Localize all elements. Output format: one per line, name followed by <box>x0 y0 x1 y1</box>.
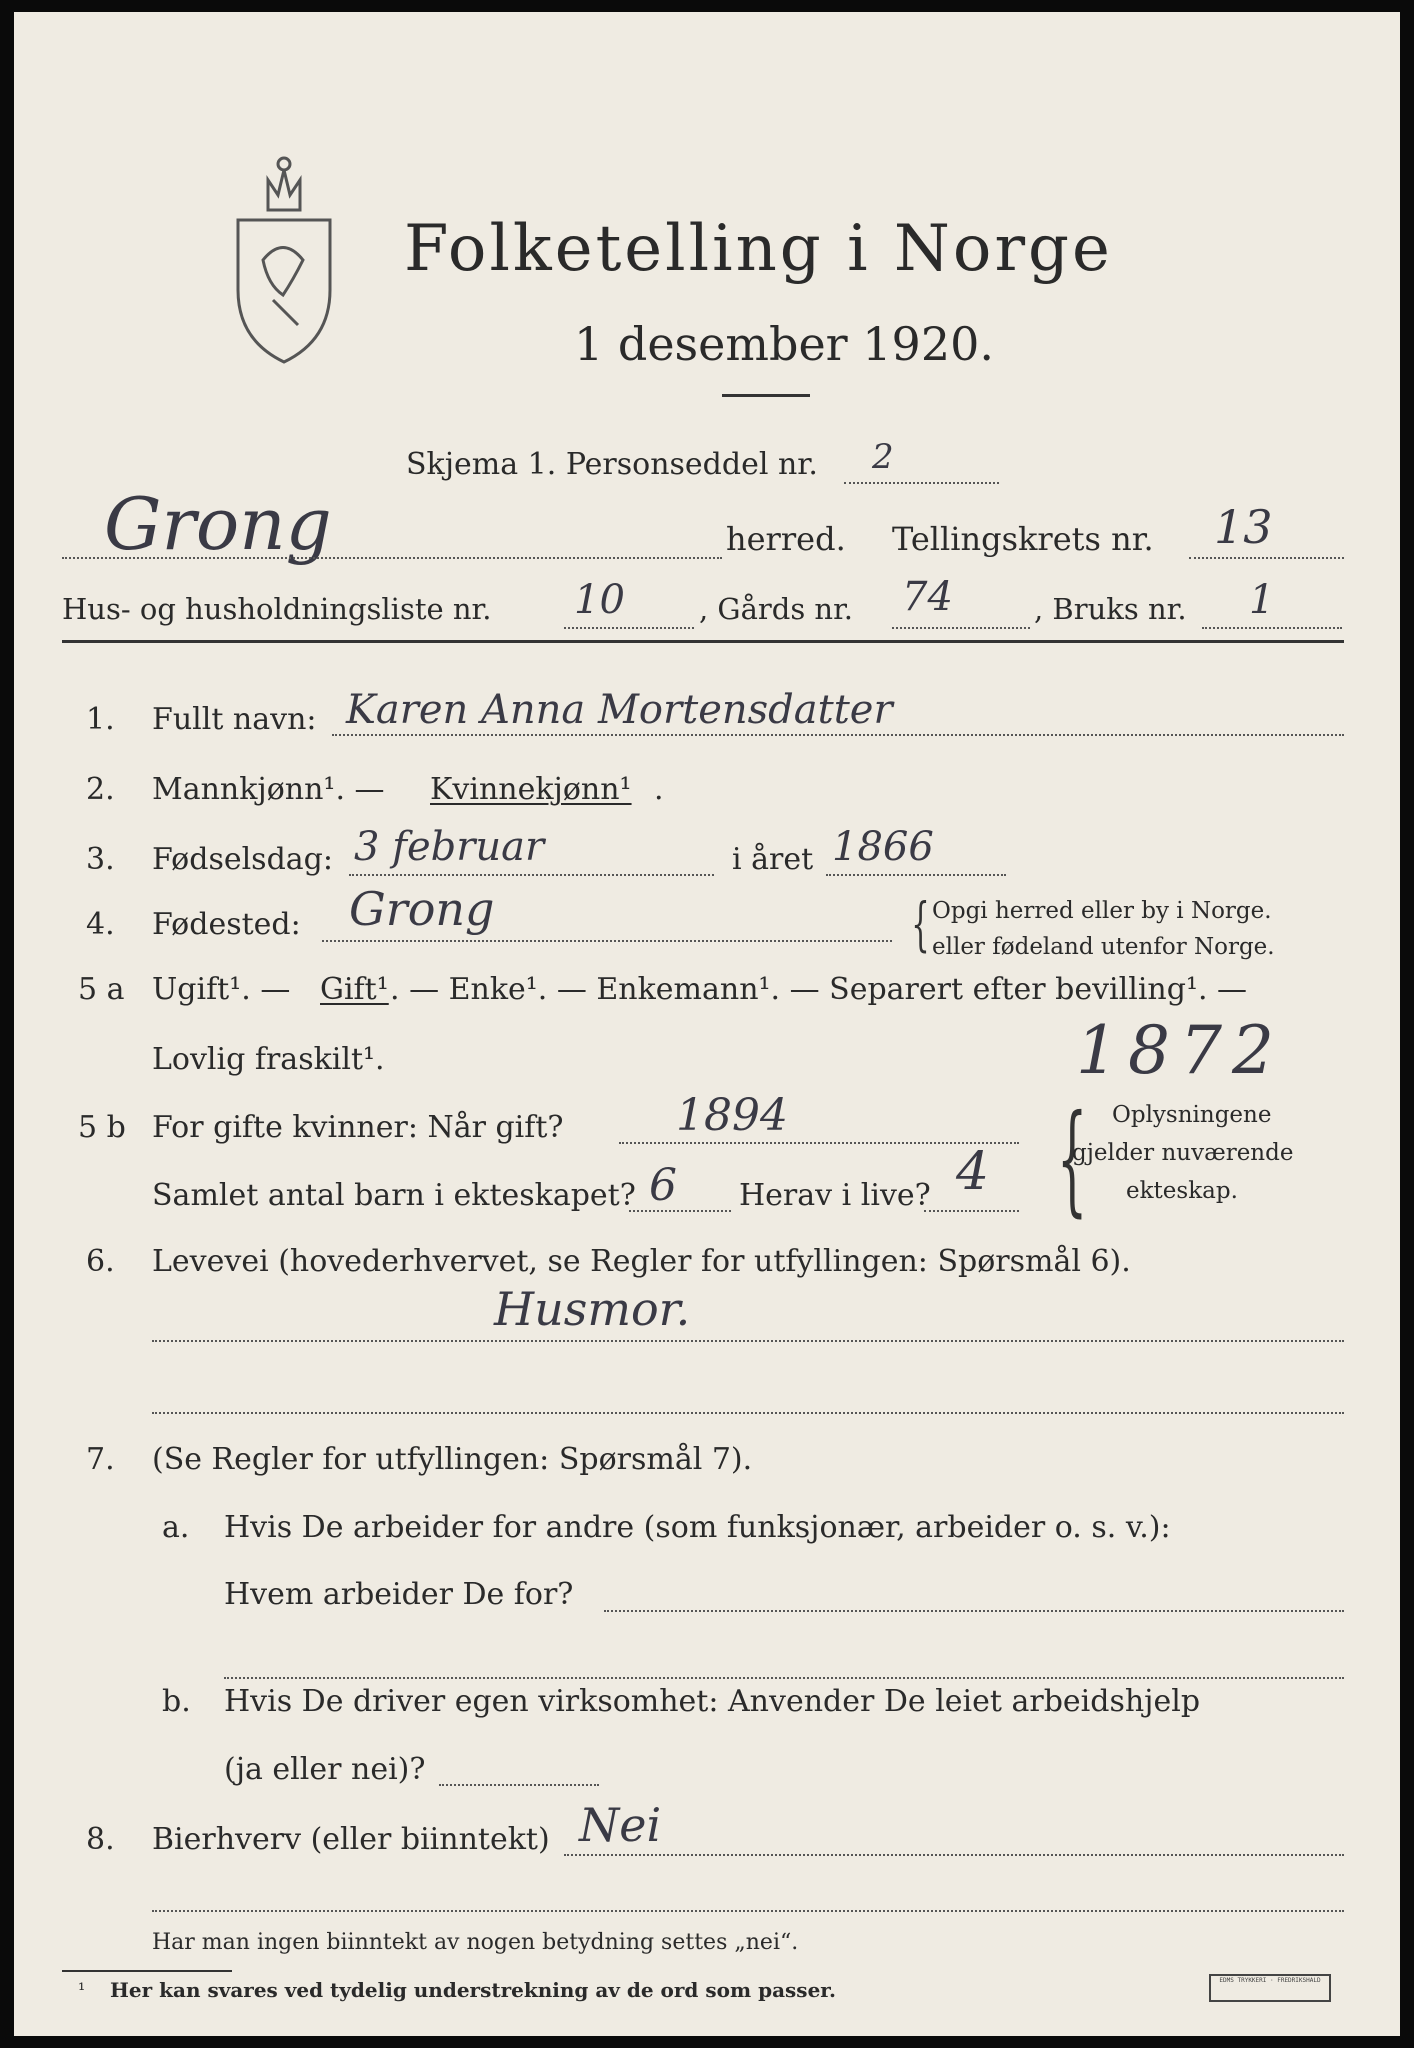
q1-number: 1. <box>86 702 115 737</box>
gards-line <box>892 627 1030 629</box>
household-list-label: Hus- og husholdningsliste nr. <box>62 592 492 626</box>
q8-line2 <box>152 1910 1344 1912</box>
q4-number: 4. <box>86 907 115 942</box>
header-divider <box>722 394 810 397</box>
q7b-line <box>439 1784 599 1786</box>
q7b-number: b. <box>162 1684 191 1719</box>
gards-label: , Gårds nr. <box>699 592 853 626</box>
bruks-label: , Bruks nr. <box>1034 592 1187 626</box>
birthplace-value[interactable]: Grong <box>349 882 495 936</box>
q7a-number: a. <box>162 1510 190 1545</box>
q2-male: Mannkjønn¹. — <box>152 772 385 807</box>
form-title: Folketelling i Norge <box>404 212 1113 286</box>
household-list-value[interactable]: 10 <box>574 577 625 623</box>
census-form-sheet <box>14 12 1400 2036</box>
herred-label: herred. <box>726 520 846 558</box>
q5a-rest: . — Enke¹. — Enkemann¹. — Separert efter bevilling¹. — <box>390 972 1248 1007</box>
q8-number: 8. <box>86 1822 115 1857</box>
q3-day-line <box>349 874 714 876</box>
q4-note-line2: eller fødeland utenfor Norge. <box>932 934 1275 960</box>
q5b-note-line1: Oplysningene <box>1112 1102 1272 1128</box>
q5b-alive-line <box>924 1210 1019 1212</box>
q5b-label: For gifte kvinner: Når gift? <box>152 1110 564 1145</box>
q6-label: Levevei (hovederhvervet, se Regler for utfyllingen: Spørsmål 6). <box>152 1244 1131 1279</box>
q7b-label: Hvis De driver egen virksomhet: Anvender De leiet arbeidshjelp <box>224 1684 1201 1719</box>
children-total-value[interactable]: 6 <box>649 1160 677 1211</box>
bruks-value[interactable]: 1 <box>1249 577 1275 623</box>
printer-stamp-text: EDMS TRYKKERI · FREDRIKSHALD <box>1219 1977 1321 1984</box>
q5a-number: 5 a <box>78 972 125 1007</box>
q2-end: . <box>654 772 664 807</box>
q5b-number: 5 b <box>78 1110 126 1145</box>
q3-label: Fødselsdag: <box>152 842 333 877</box>
q5a-ugift: Ugift¹. — <box>152 972 291 1007</box>
footer-note: Har man ingen biinntekt av nogen betydning settes „nei“. <box>152 1930 799 1955</box>
q4-note-brace: { <box>911 890 930 958</box>
q8-label: Bierhverv (eller biinntekt) <box>152 1822 550 1857</box>
q3-year-line <box>826 874 1006 876</box>
q5b-children-label: Samlet antal barn i ekteskapet? <box>152 1178 636 1213</box>
footnote-divider <box>62 1970 232 1972</box>
printer-stamp <box>1209 1974 1331 2002</box>
q5a-line2: Lovlig fraskilt¹. <box>152 1042 385 1077</box>
schema-label: Skjema 1. Personseddel nr. <box>406 447 818 482</box>
marginal-year-note: 1872 <box>1076 1012 1284 1089</box>
norway-coat-of-arms-icon <box>228 150 340 366</box>
q3-year-label: i året <box>732 842 814 877</box>
q5b-note-line3: ekteskap. <box>1126 1178 1238 1204</box>
q7-label: (Se Regler for utfyllingen: Spørsmål 7). <box>152 1442 753 1477</box>
q5b-note-brace: { <box>1056 1090 1088 1229</box>
footnote-text: Her kan svares ved tydelig understrekning av de ord som passer. <box>110 1978 836 2002</box>
full-name-value[interactable]: Karen Anna Mortensdatter <box>346 687 893 733</box>
municipality-line <box>62 557 722 559</box>
q7a-line1 <box>604 1610 1344 1612</box>
municipality-name[interactable]: Grong <box>104 482 332 566</box>
married-year-value[interactable]: 1894 <box>676 1090 788 1141</box>
occupation-value[interactable]: Husmor. <box>494 1282 691 1336</box>
personseddel-nr-value[interactable]: 2 <box>872 437 894 477</box>
q7a-line2 <box>224 1677 1344 1679</box>
q4-line <box>322 940 892 942</box>
q2-female-underlined[interactable]: Kvinnekjønn¹ <box>430 772 632 807</box>
section-divider <box>62 640 1344 643</box>
gards-value[interactable]: 74 <box>902 574 953 620</box>
q4-note-line1: Opgi herred eller by i Norge. <box>932 898 1272 924</box>
q2-number: 2. <box>86 772 115 807</box>
q1-label: Fullt navn: <box>152 702 317 737</box>
q7-number: 7. <box>86 1442 115 1477</box>
q8-line <box>564 1854 1344 1856</box>
children-alive-value[interactable]: 4 <box>956 1142 990 1202</box>
census-date: 1 desember 1920. <box>574 317 994 371</box>
q6-number: 6. <box>86 1244 115 1279</box>
q5a-gift-underlined[interactable]: Gift¹ <box>320 972 389 1007</box>
q7a-question: Hvem arbeider De for? <box>224 1577 574 1612</box>
tellingskrets-label: Tellingskrets nr. <box>892 520 1154 558</box>
q6-line1 <box>152 1340 1344 1342</box>
tellingskrets-value[interactable]: 13 <box>1214 500 1273 554</box>
tellingskrets-line <box>1189 557 1344 559</box>
q4-label: Fødested: <box>152 907 301 942</box>
q5b-children-line <box>629 1210 731 1212</box>
birth-year-value[interactable]: 1866 <box>832 824 934 870</box>
side-income-value[interactable]: Nei <box>579 1798 662 1852</box>
bruks-line <box>1202 627 1342 629</box>
q7a-label: Hvis De arbeider for andre (som funksjonær, arbeider o. s. v.): <box>224 1510 1171 1545</box>
q3-number: 3. <box>86 842 115 877</box>
birthday-value[interactable]: 3 februar <box>354 824 545 870</box>
personseddel-nr-line <box>844 482 999 484</box>
q5b-note-line2: gjelder nuværende <box>1072 1140 1294 1166</box>
footnote-marker: ¹ <box>78 1980 86 2001</box>
q1-line <box>332 734 1344 736</box>
q7b-question: (ja eller nei)? <box>224 1752 426 1787</box>
household-list-line <box>564 627 694 629</box>
q6-line2 <box>152 1412 1344 1414</box>
q5b-alive-label: Herav i live? <box>739 1178 931 1213</box>
